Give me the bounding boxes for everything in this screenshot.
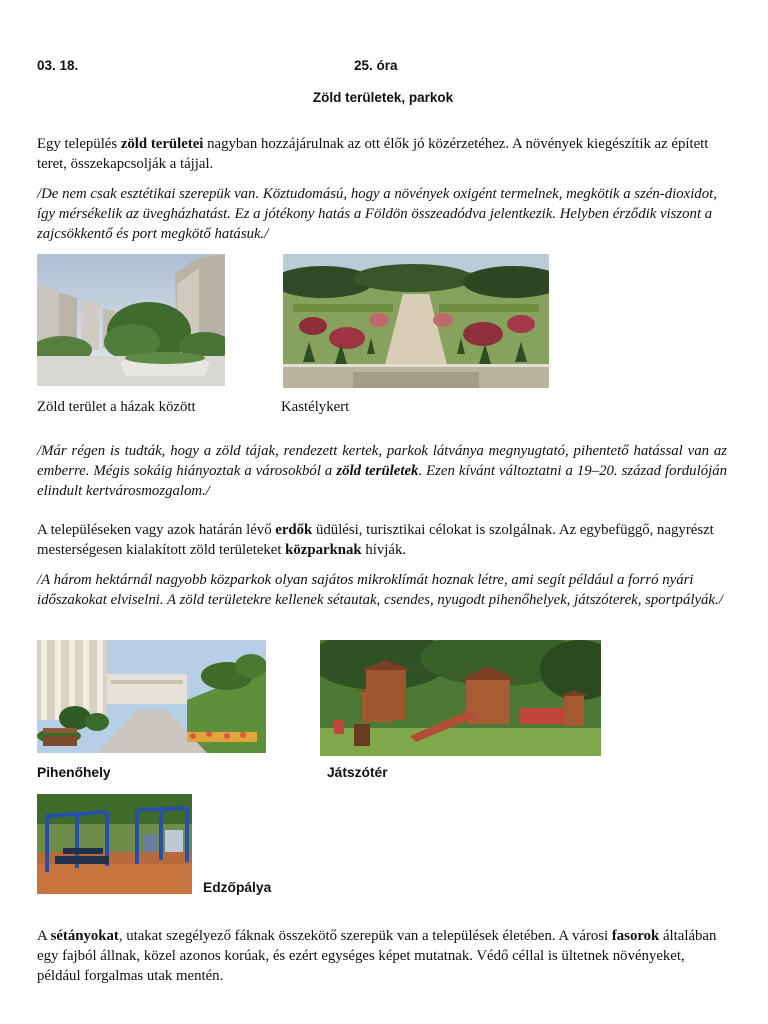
forests-paragraph: A településeken vagy azok határán lévő erdők üdülési, turisztikai célokat is szolgálnak. Az egybefüggő, nagyrészt mesterségesen kialakított zöld területeket közparknak hívják.	[37, 522, 714, 558]
outdoor-gym-photo	[37, 794, 192, 894]
note-paragraph-3: /A három hektárnál nagyobb közparkok olyan sajátos mikroklímát hoznak létre, ami segít például a forró nyári időszakokat elviselni. A zöld területekre kellenek sétautak, csendes, nyugodt pihenőhelyek, játszóterek, sportpályák./	[37, 572, 723, 608]
promenades-paragraph: A sétányokat, utakat szegélyező fáknak összekötő szerepük van a települések életében. A városi fasorok általában egy fajból állnak, közel azonos korúak, és ezért egységes képet mutatnak. Védő céllal is ültetnek növényeket, például forgalmas utak mentén.	[37, 928, 717, 984]
caption-playground: Játszótér	[327, 765, 388, 780]
rest-area-photo	[37, 640, 266, 753]
caption-green-area: Zöld terület a házak között	[37, 399, 196, 415]
caption-outdoor-gym: Edzőpálya	[203, 880, 272, 895]
note-paragraph-2: /Már régen is tudták, hogy a zöld tájak, rendezett kertek, parkok látványa megnyugtató, pihentető hatással van az emberre. Mégis sokáig hiányoztak a városokból a zöld területek. Ezen kívánt változtatni a 19–20. század fordulóján elindult kertvárosmozgalom./	[37, 443, 727, 499]
date: 03. 18.	[37, 58, 79, 73]
playground-photo	[320, 640, 601, 756]
caption-rest-area: Pihenőhely	[37, 765, 111, 780]
intro-paragraph: Egy település zöld területei nagyban hozzájárulnak az ott élők jó közérzetéhez. A növények kiegészítik az épített teret, összekapcsolják a tájjal.	[37, 136, 709, 172]
green-area-photo	[37, 254, 225, 386]
lesson-number: 25. óra	[354, 58, 398, 73]
caption-castle-garden: Kastélykert	[281, 399, 350, 415]
note-paragraph-1: /De nem csak esztétikai szerepük van. Köztudomású, hogy a növények oxigént termelnek, megkötik a szén-dioxidot, így mérsékelik az üvegházhatást. Ez a jótékony hatás a Földön összeadódva jelentkezik. Helyben érződik viszont a zajcsökkentő és port megkötő hatásuk./	[37, 186, 717, 242]
page-title: Zöld területek, parkok	[312, 90, 454, 105]
castle-garden-photo	[283, 254, 549, 388]
